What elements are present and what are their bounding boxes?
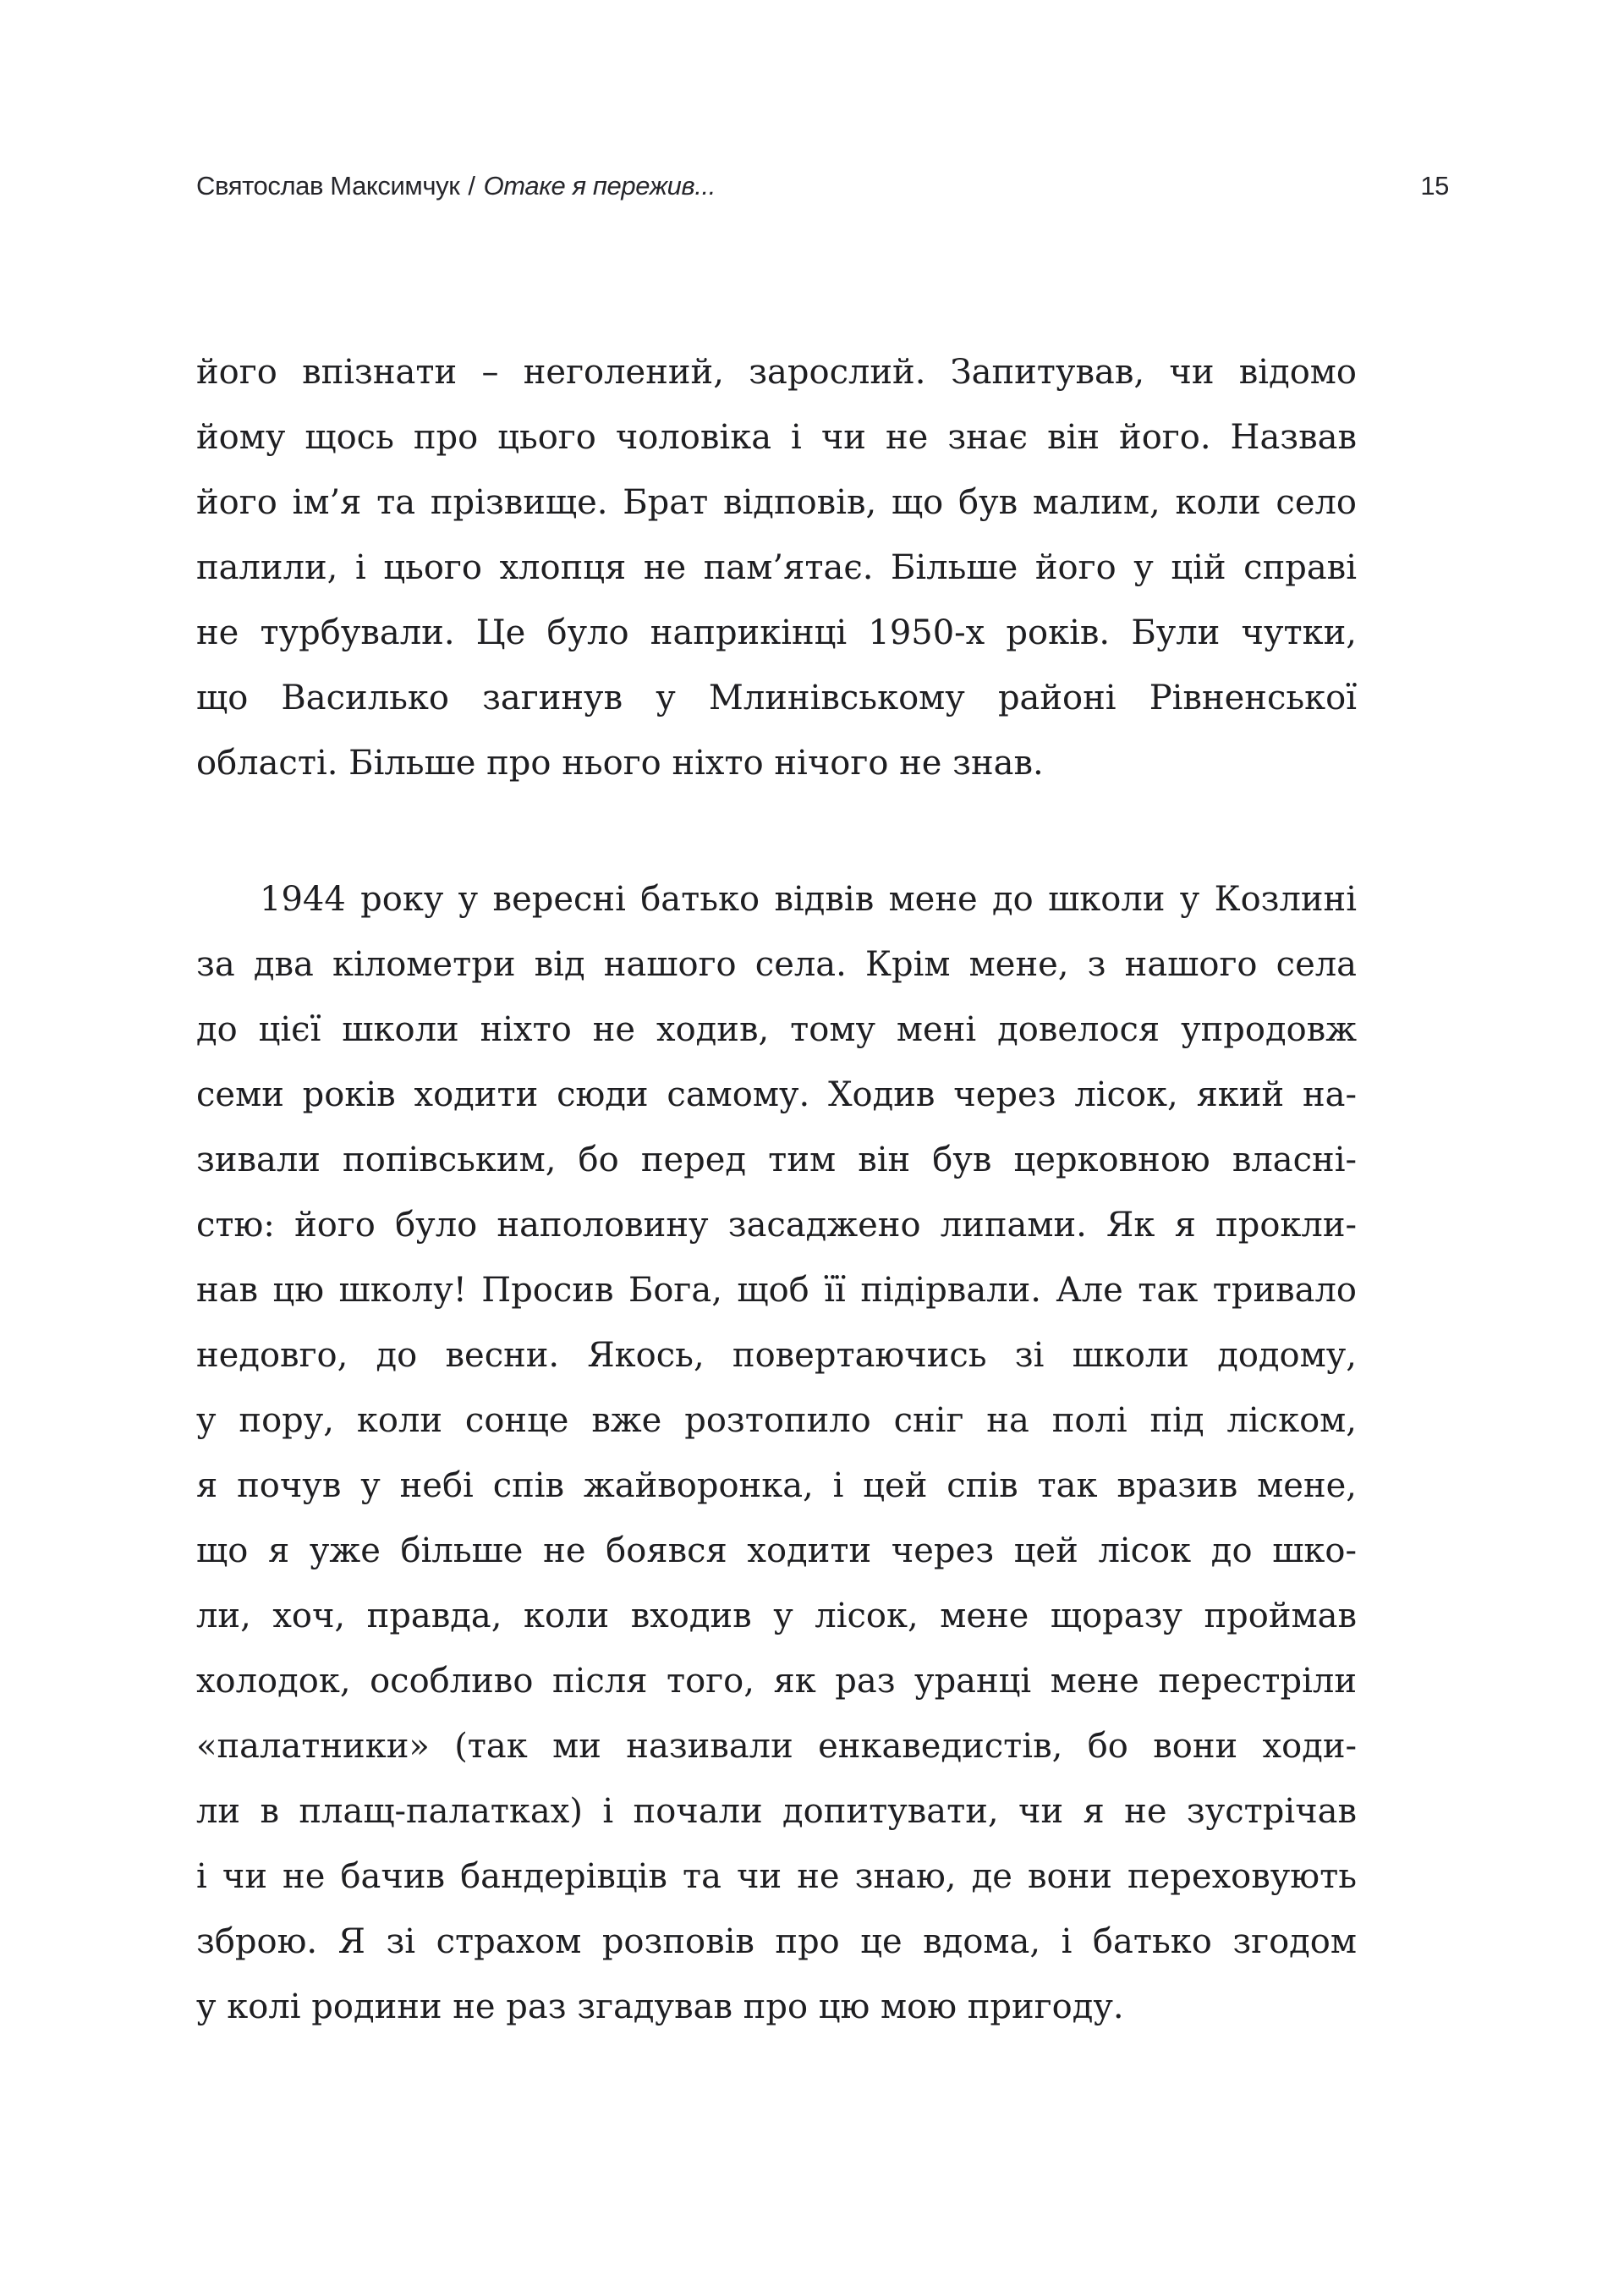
text-line: семи років ходити сюди самому. Ходив через лісок, який на- xyxy=(196,1075,1357,1114)
text-line: що Василько загинув у Млинівському районі Рівненської xyxy=(196,679,1357,717)
text-line: що я уже більше не боявся ходити через цей лісок до шко- xyxy=(196,1531,1357,1570)
paragraph xyxy=(196,340,1357,796)
text-line: стю: його було наполовину засаджено липами. Як я прокли- xyxy=(196,1206,1357,1245)
text-line: холодок, особливо після того, як раз уранці мене перестріли xyxy=(196,1662,1357,1701)
text-line: нав цю школу! Просив Бога, щоб її підірвали. Але так тривало xyxy=(196,1271,1357,1310)
text-line: і чи не бачив бандерівців та чи не знаю, де вони переховують xyxy=(196,1857,1357,1896)
text-line: його впізнати – неголений, зарослий. Запитував, чи відомо xyxy=(196,353,1357,392)
text-line: зивали попівським, бо перед тим він був церковною власні- xyxy=(196,1140,1357,1179)
text-line: ли, хоч, правда, коли входив у лісок, мене щоразу проймав xyxy=(196,1597,1357,1635)
text-line: за два кілометри від нашого села. Крім мене, з нашого села xyxy=(196,945,1357,984)
text-line: у пору, коли сонце вже розтопило сніг на полі під ліском, xyxy=(196,1401,1357,1440)
running-header xyxy=(196,171,1449,201)
header-separator: / xyxy=(468,171,475,201)
page-number: 15 xyxy=(1420,171,1449,201)
text-line: «палатники» (так ми називали енкаведистів, бо вони ходи- xyxy=(196,1727,1357,1766)
book-title: Отаке я пережив... xyxy=(483,171,716,201)
text-line: 1944 року у вересні батько відвів мене до школи у Козлині xyxy=(260,880,1357,919)
text-line: зброю. Я зі страхом розповів про це вдома, і батько згодом xyxy=(196,1922,1357,1961)
text-line: не турбували. Це було наприкінці 1950-х років. Були чутки, xyxy=(196,613,1357,652)
author-name: Святослав Максимчук xyxy=(196,171,460,201)
text-line: йому щось про цього чоловіка і чи не знає він його. Назвав xyxy=(196,418,1357,457)
text-line: ли в плащ-палатках) і почали допитувати, чи я не зустрічав xyxy=(196,1792,1357,1831)
text-line: палили, і цього хлопця не пам’ятає. Більше його у цій справі xyxy=(196,548,1357,587)
running-head-left xyxy=(196,171,716,201)
text-line: області. Більше про нього ніхто нічого не знав. xyxy=(196,744,1044,783)
text-line: до цієї школи ніхто не ходив, тому мені довелося упродовж xyxy=(196,1010,1357,1049)
text-line: я почув у небі спів жайворонка, і цей спів так вразив мене, xyxy=(196,1466,1357,1505)
text-line: недовго, до весни. Якось, повертаючись зі школи додому, xyxy=(196,1336,1357,1375)
text-line: його ім’я та прізвище. Брат відповів, що був малим, коли село xyxy=(196,483,1357,522)
text-line: у колі родини не раз згадував про цю мою пригоду. xyxy=(196,1987,1124,2026)
paragraph xyxy=(196,867,1357,2040)
page-body xyxy=(196,340,1357,2040)
